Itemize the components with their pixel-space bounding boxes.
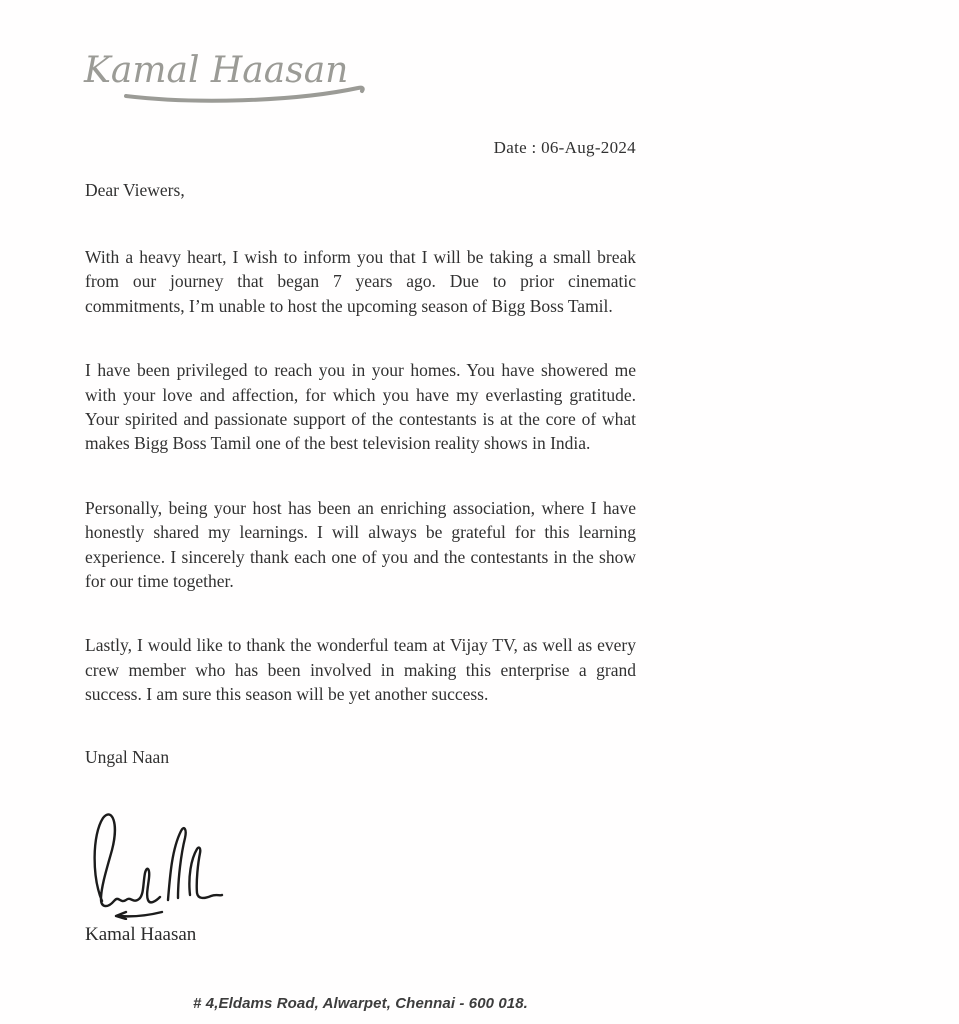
letter-body	[85, 138, 636, 768]
letterhead-signature-icon	[82, 38, 382, 110]
handwritten-signature	[86, 805, 226, 920]
signature-ink-icon	[86, 805, 226, 920]
date-line: Date : 06-Aug-2024	[493, 138, 636, 157]
letterhead-signature-logo	[82, 38, 382, 110]
salutation: Dear Viewers,	[85, 180, 185, 200]
signatory-name: Kamal Haasan	[85, 924, 197, 945]
footer-address: # 4,Eldams Road, Alwarpet, Chennai - 600 018.	[193, 995, 528, 1012]
paragraph-2: I have been privileged to reach you in your homes. You have showered me with your love and affection, for which you have my everlasting gratitude. Your spirited and passionate support of the contestants is at the core of what makes Bigg Boss Tamil one of the best television reality shows in India.	[85, 360, 636, 454]
paragraph-1: With a heavy heart, I wish to inform you that I will be taking a small break from our journey that began 7 years ago. Due to prior cinematic commitments, I’m unable to host the upcoming season of Bigg Boss Tamil.	[85, 247, 636, 316]
paragraph-4: Lastly, I would like to thank the wonderful team at Vijay TV, as well as every crew member who has been involved in making this enterprise a grand success. I am sure this season will be yet another success.	[85, 635, 636, 705]
letterhead-name-text: Kamal Haasan	[84, 50, 349, 91]
closing-line: Ungal Naan	[85, 746, 170, 767]
paragraph-3: Personally, being your host has been an enriching association, where I have honestly shared my learnings. I will always be grateful for this learning experience. I sincerely thank each one of you and the contestants in the show for our time together.	[85, 497, 636, 592]
